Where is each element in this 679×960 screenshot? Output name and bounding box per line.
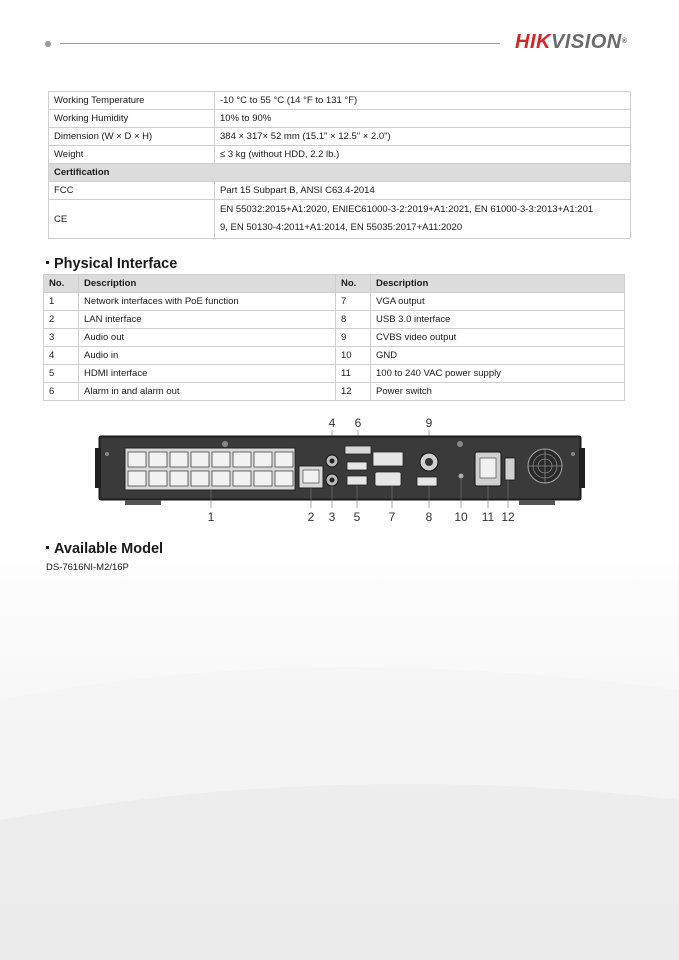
cell-no: 1 xyxy=(44,293,79,311)
table-row xyxy=(44,311,625,329)
cell-no: 11 xyxy=(336,365,371,383)
cell-no: 10 xyxy=(336,347,371,365)
spec-row xyxy=(49,128,631,146)
cell-description: HDMI interface xyxy=(79,365,336,383)
spec-label: Working Temperature xyxy=(49,92,215,110)
model-number: DS-7616NI-M2/16P xyxy=(46,562,129,573)
callout-top: 6 xyxy=(354,416,362,430)
fcc-label: FCC xyxy=(49,182,215,200)
callout-bottom: 8 xyxy=(425,510,433,524)
cell-no: 5 xyxy=(44,365,79,383)
hdmi-port xyxy=(347,462,367,470)
callout-bottom: 7 xyxy=(388,510,396,524)
callout-bottom: 11 xyxy=(481,510,495,524)
cell-no: 12 xyxy=(336,383,371,401)
callout-bottom: 5 xyxy=(353,510,361,524)
spec-label: Weight xyxy=(49,146,215,164)
col-header-no: No. xyxy=(44,275,79,293)
cell-description: USB 3.0 interface xyxy=(371,311,625,329)
interface-header-row xyxy=(44,275,625,293)
callout-bottom: 1 xyxy=(207,510,215,524)
usb-port xyxy=(417,477,437,486)
fcc-value: Part 15 Subpart B, ANSI C63.4-2014 xyxy=(215,182,631,200)
callout-bottom: 3 xyxy=(328,510,336,524)
brand-logo: HIKVISION® xyxy=(515,31,628,53)
spec-value: -10 °C to 55 °C (14 °F to 131 °F) xyxy=(215,92,631,110)
cell-description: Alarm in and alarm out xyxy=(79,383,336,401)
table-row xyxy=(44,383,625,401)
physical-interface-title: Physical Interface xyxy=(46,255,177,273)
spec-table xyxy=(48,91,631,239)
interface-table xyxy=(43,274,625,401)
col-header-description: Description xyxy=(79,275,336,293)
callout-top: 4 xyxy=(328,416,336,430)
gnd-screw xyxy=(459,474,464,479)
ce-value: EN 55032:2015+A1:2020, ENIEC61000-3-2:2019+A1:2021, EN 61000-3-3:2013+A1:201 9, EN 50130-4:2011+A1:2014, EN 55035:2017+A11:2020 xyxy=(215,200,631,239)
cell-no: 3 xyxy=(44,329,79,347)
spec-value: 10% to 90% xyxy=(215,110,631,128)
table-row xyxy=(44,293,625,311)
cell-description: Network interfaces with PoE function xyxy=(79,293,336,311)
cell-description: LAN interface xyxy=(79,311,336,329)
cell-no: 4 xyxy=(44,347,79,365)
certification-heading: Certification xyxy=(49,164,631,182)
spec-value: 384 × 317× 52 mm (15.1" × 12.5" × 2.0") xyxy=(215,128,631,146)
callout-bottom: 2 xyxy=(307,510,315,524)
rear-panel-diagram xyxy=(95,414,585,529)
bullet-square-icon xyxy=(46,261,49,264)
callout-top: 9 xyxy=(425,416,433,430)
cell-no: 9 xyxy=(336,329,371,347)
table-row xyxy=(44,347,625,365)
ce-label: CE xyxy=(49,200,215,239)
col-header-no: No. xyxy=(336,275,371,293)
cell-no: 8 xyxy=(336,311,371,329)
spec-label: Dimension (W × D × H) xyxy=(49,128,215,146)
spec-row xyxy=(49,110,631,128)
cell-description: Audio in xyxy=(79,347,336,365)
table-row xyxy=(44,329,625,347)
vga-port xyxy=(373,452,403,466)
cell-description: 100 to 240 VAC power supply xyxy=(371,365,625,383)
cell-description: VGA output xyxy=(371,293,625,311)
header-rule xyxy=(60,43,500,44)
cell-description: Power switch xyxy=(371,383,625,401)
spec-label: Working Humidity xyxy=(49,110,215,128)
cell-description: CVBS video output xyxy=(371,329,625,347)
cell-no: 2 xyxy=(44,311,79,329)
callout-bottom: 10 xyxy=(454,510,468,524)
table-row xyxy=(44,365,625,383)
cell-description: GND xyxy=(371,347,625,365)
cell-no: 6 xyxy=(44,383,79,401)
power-switch xyxy=(505,458,515,480)
spec-row xyxy=(49,146,631,164)
bullet-square-icon xyxy=(46,546,49,549)
spec-value: ≤ 3 kg (without HDD, 2.2 lb.) xyxy=(215,146,631,164)
cell-description: Audio out xyxy=(79,329,336,347)
spec-row xyxy=(49,200,631,239)
col-header-description: Description xyxy=(371,275,625,293)
cell-no: 7 xyxy=(336,293,371,311)
header-dot xyxy=(45,41,51,47)
certification-heading-row xyxy=(49,164,631,182)
alarm-terminal xyxy=(345,446,371,454)
callout-bottom: 12 xyxy=(501,510,515,524)
available-model-title: Available Model xyxy=(46,540,163,558)
spec-row xyxy=(49,182,631,200)
spec-row xyxy=(49,92,631,110)
